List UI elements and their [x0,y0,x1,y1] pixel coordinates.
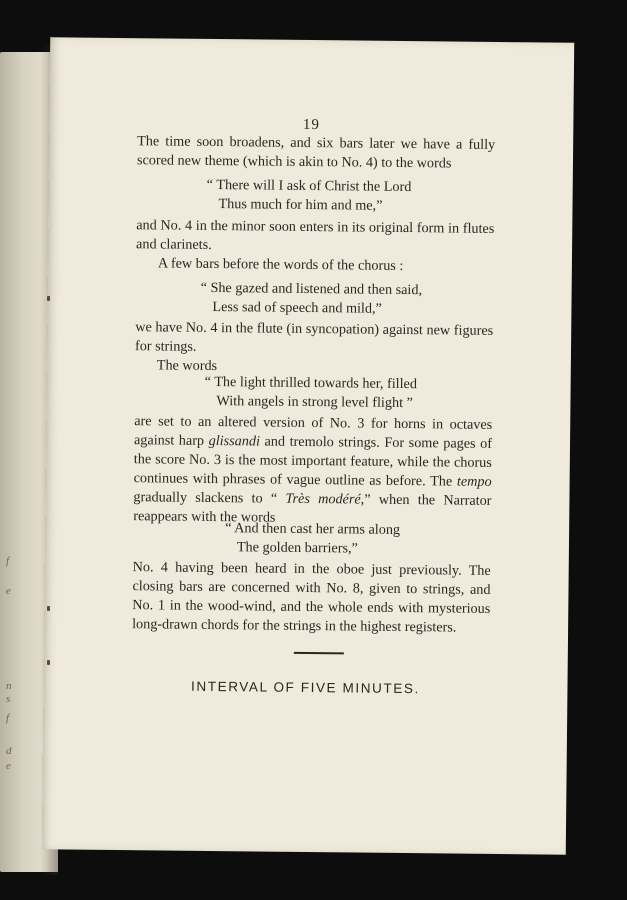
quotation-line: “ The light thrilled towards her, filled [204,373,418,393]
book-page [42,37,574,854]
paragraph-6-text: are set to an altered version of No. 3 for horns in octaves against harp [133,413,493,449]
facing-page-ink-mark: e [6,585,11,597]
facing-page-ink-mark: d [6,745,12,757]
facing-page-ink-mark: s [6,693,11,705]
paragraph-6-text: gradually slackens to “ [133,489,286,507]
paragraph-6-italic: Très modéré [285,490,361,508]
interval-heading: INTERVAL OF FIVE MINUTES. [191,678,420,697]
paragraph-1: The time soon broadens, and six bars later we have a fully scored new theme (which is akin to No. 4) to the words [136,133,496,172]
paragraph-4: we have No. 4 in the flute (in syncopation) against new figures for strings. [134,319,494,355]
page-edge-mark [47,296,50,301]
quotation-1 [206,176,411,216]
facing-page-ink-mark: e [6,760,11,772]
page-number: 19 [302,116,320,134]
paragraph-6-italic: tempo [456,473,492,490]
quotation-line: “ She gazed and listened and then said, [200,279,423,299]
quotation-4 [225,519,400,559]
quotation-line: “ And then cast her arms along [225,520,401,538]
quotation-line: “ There will I ask of Christ the Lord [206,176,412,196]
facing-page-ink-mark: n [6,680,12,692]
paragraph-3: A few bars before the words of the chorus : [157,255,404,274]
horizontal-rule [294,652,344,654]
quotation-2 [200,279,422,319]
facing-page-ink-mark: f [6,555,10,567]
quotation-line: The golden barriers,” [236,539,358,557]
page-edge-mark [47,606,50,611]
page-edge-mark [47,660,50,665]
facing-page-ink-mark: f [6,712,10,724]
paragraph-6 [133,412,492,530]
paragraph-6-italic: glissandi [208,432,261,450]
paragraph-5: The words [156,357,218,375]
paragraph-7: No. 4 having been heard in the oboe just previously. The closing bars are concerned with No. 8, given to strings, and No. 1 in the wood-wind, and the whole ends with mysterious long-drawn chords for the strings in the highest registers. [132,559,491,636]
quotation-3 [204,373,417,413]
paragraph-2: and No. 4 in the minor soon enters in its original form in flutes and clarinets. [136,217,495,253]
quotation-line: With angels in strong level flight ” [216,393,413,412]
quotation-line: Thus much for him and me,” [218,196,383,214]
paragraph-6-text: and tremolo strings. For some pages of the score No. 3 is the most important feature, while the chorus continues with phrases of vague outline as before. The [133,433,493,490]
paragraph-6-text: ,” when the Narrator reappears with the words [133,491,492,526]
quotation-line: Less sad of speech and mild,” [212,298,382,317]
